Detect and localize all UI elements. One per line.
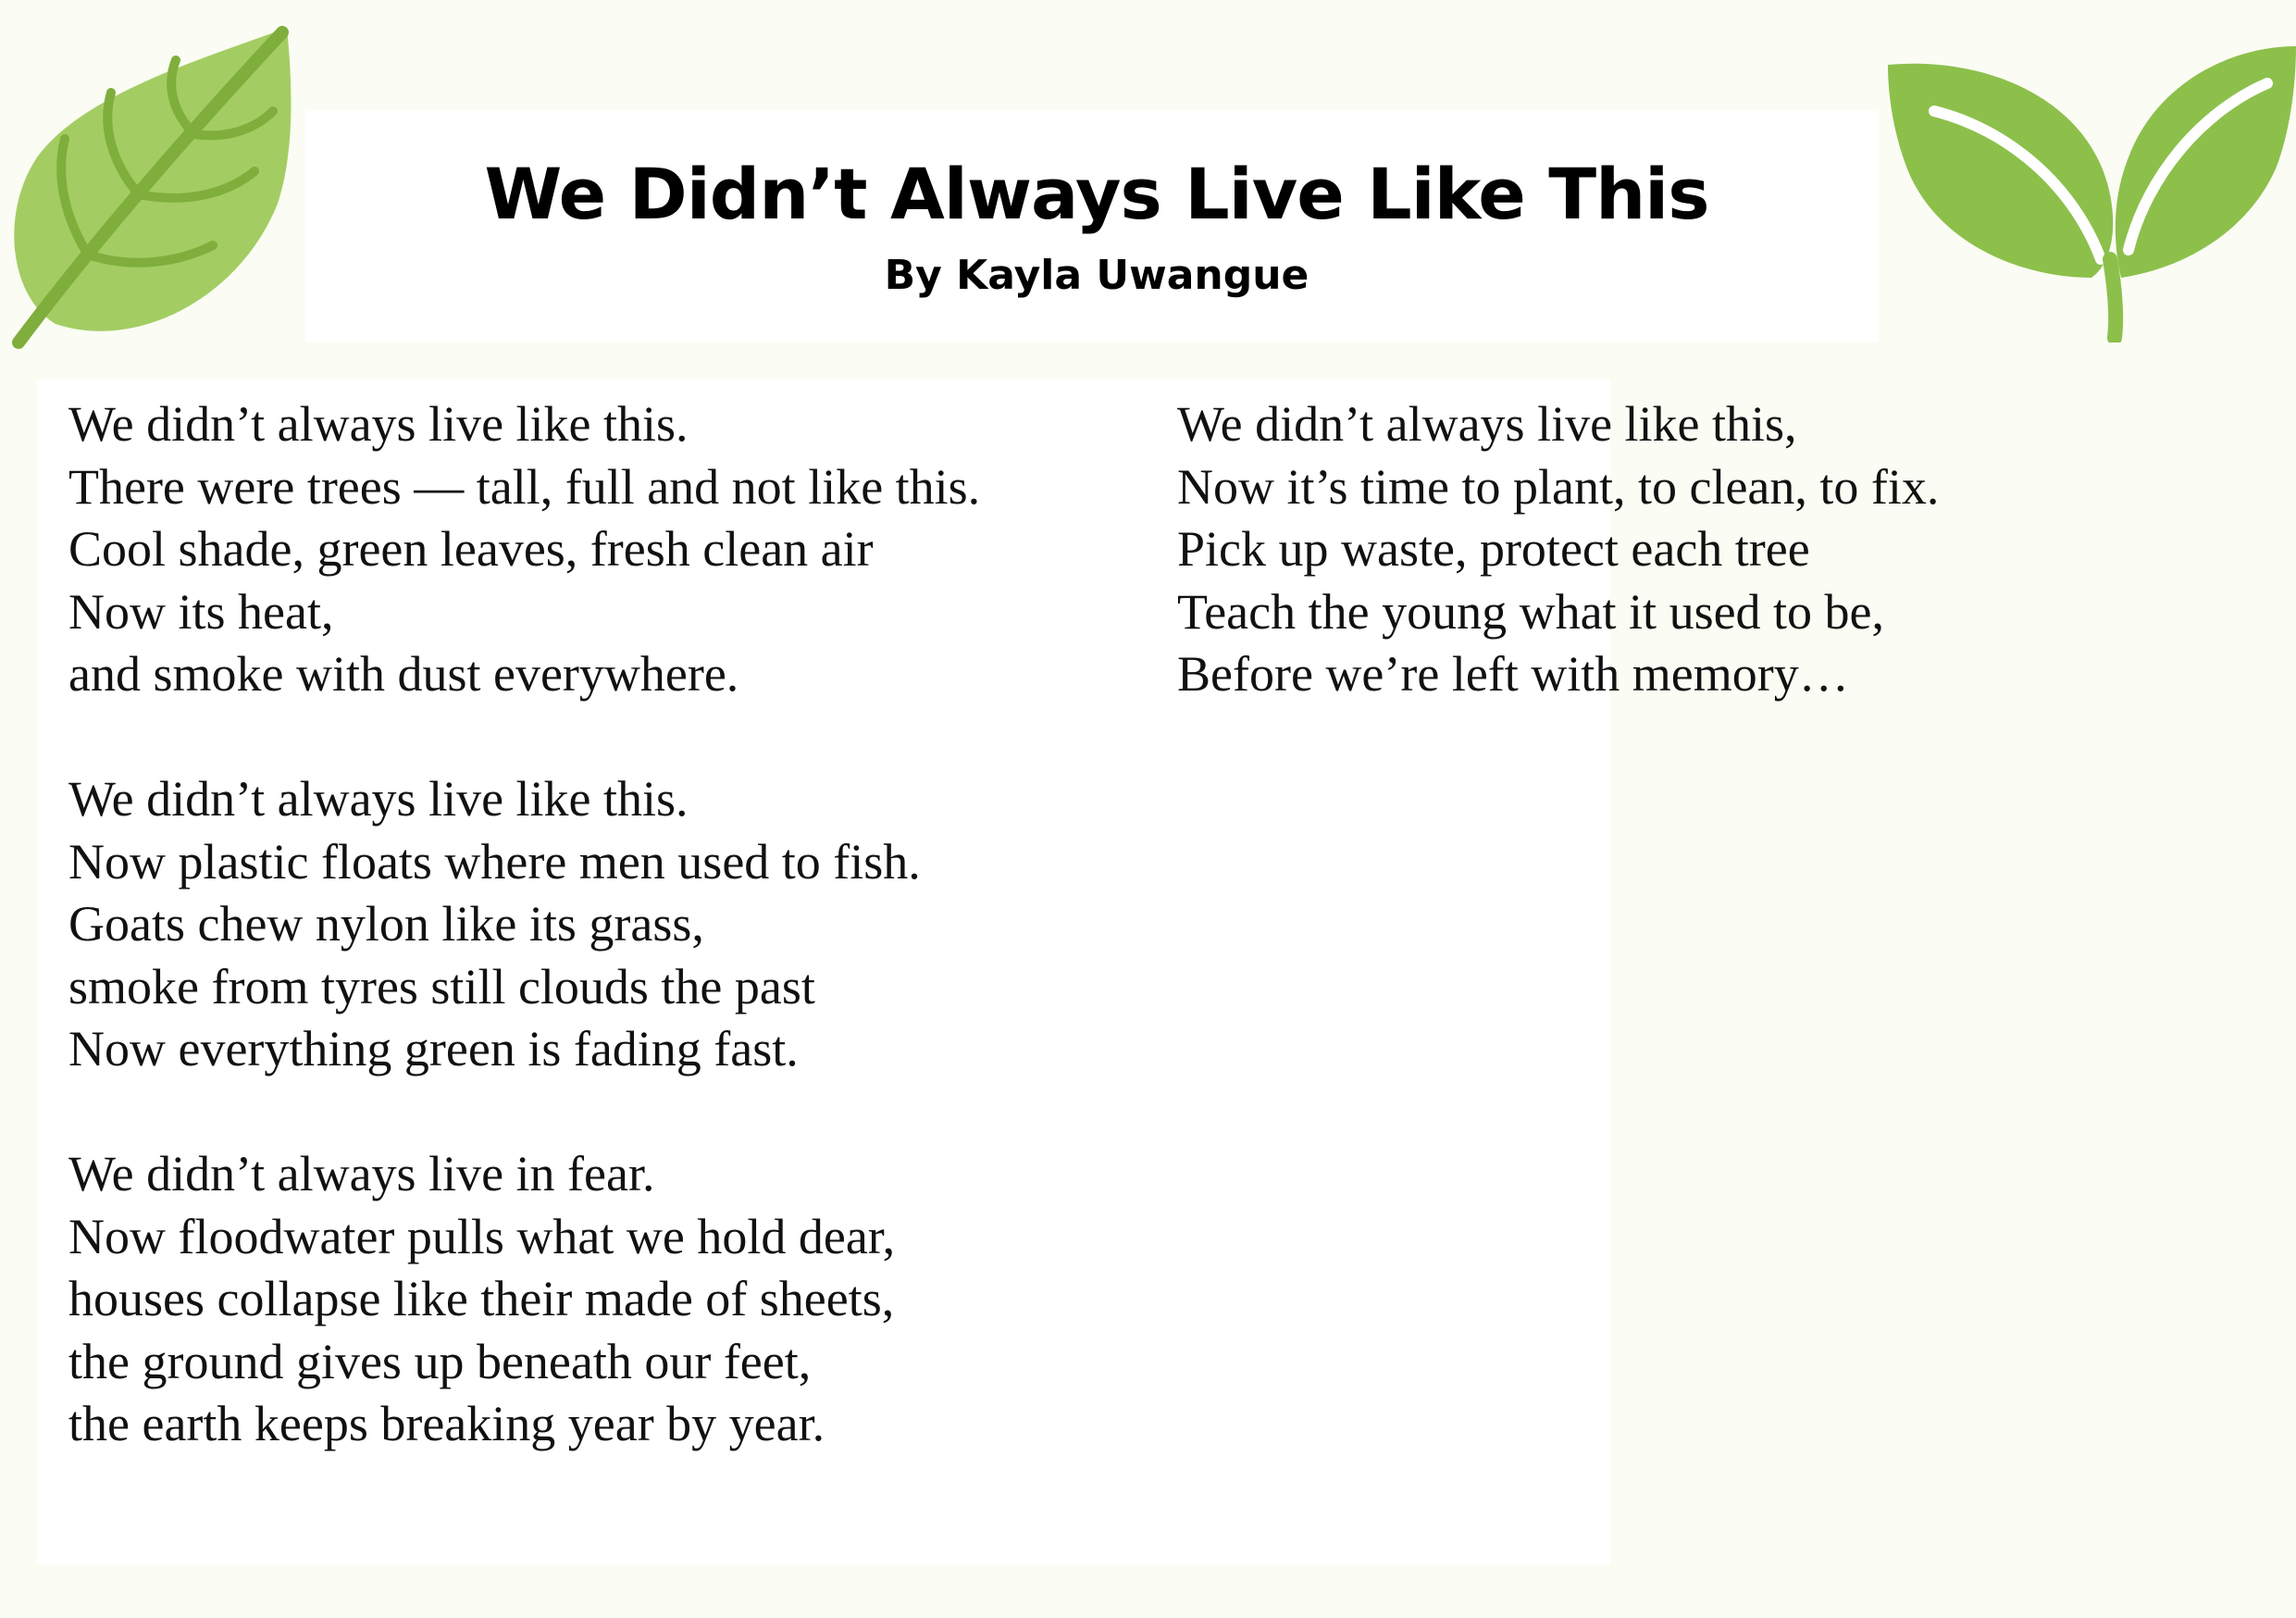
poem-line: Now everything green is fading fast. xyxy=(68,1021,799,1077)
poem-author: By Kayla Uwangue xyxy=(884,252,1309,299)
poem-line: Pick up waste, protect each tree xyxy=(1177,521,1810,577)
poem-line: the earth keeps breaking year by year. xyxy=(68,1396,825,1451)
poem-line: Teach the young what it used to be, xyxy=(1177,583,1885,640)
poem-line: We didn’t always live in fear. xyxy=(68,1146,655,1201)
poem-line: We didn’t always live like this, xyxy=(1177,396,1797,452)
stanza xyxy=(68,393,1160,706)
poem-left-column xyxy=(68,393,1160,1518)
poem-line: houses collapse like their made of sheets, xyxy=(68,1271,895,1326)
poem-line: There were trees — tall, full and not like this. xyxy=(68,458,981,515)
poem-line: We didn’t always live like this. xyxy=(68,771,689,827)
stanza xyxy=(68,1143,1160,1456)
poem-line: Now it’s time to plant, to clean, to fix. xyxy=(1177,458,1940,515)
poem-line: Now plastic floats where men used to fish. xyxy=(68,833,921,890)
poem-line: Cool shade, green leaves, fresh clean air xyxy=(68,521,874,577)
stanza xyxy=(1177,393,2269,706)
poem-line: Now floodwater pulls what we hold dear, xyxy=(68,1208,896,1264)
poem-line: smoke from tyres still clouds the past xyxy=(68,958,815,1014)
poem-line: We didn’t always live like this. xyxy=(68,396,689,452)
poem-line: the ground gives up beneath our feet, xyxy=(68,1333,812,1389)
poem-line: Goats chew nylon like its grass, xyxy=(68,896,704,952)
poem-line: Now its heat, xyxy=(68,583,334,640)
poem-right-column xyxy=(1177,393,2269,768)
stanza xyxy=(68,768,1160,1081)
poem-line: and smoke with dust everywhere. xyxy=(68,646,739,702)
poem-line: Before we’re left with memory… xyxy=(1177,646,1849,702)
poem-title: We Didn’t Always Live Like This xyxy=(484,153,1709,235)
